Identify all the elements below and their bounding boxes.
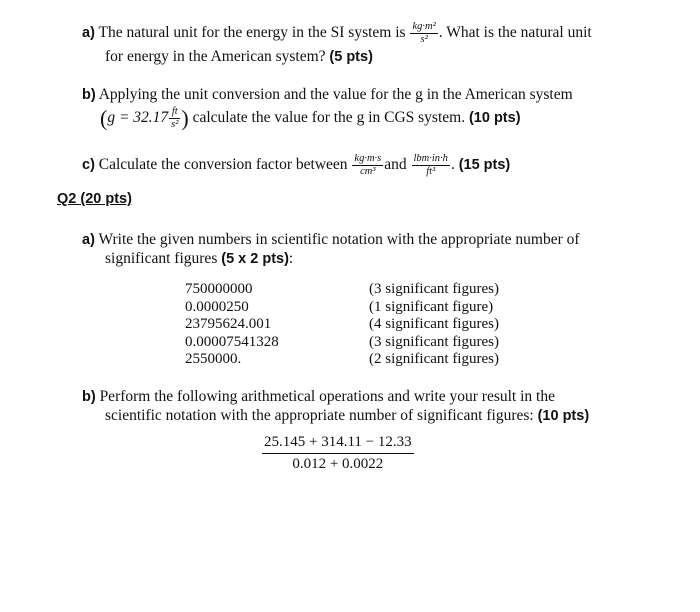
q1c-label: c)	[82, 157, 95, 174]
g-unit-fraction: $\frac{ft}{\text{s²}}$	[171, 106, 179, 130]
list-item: (4 significant figures)	[369, 316, 499, 332]
number-list	[185, 281, 279, 369]
q2-heading: Q2 (20 pts)	[57, 191, 132, 207]
q1a-text: The natural unit for the energy in the SI system is	[98, 24, 406, 42]
sig-fig-list	[369, 281, 499, 369]
q1a-points: (5 pts)	[329, 49, 373, 65]
q2b-label: b)	[82, 389, 96, 405]
question-1b	[82, 84, 573, 106]
american-unit-fraction: $\frac{\text{lbm·in·h}}{\text{ft³}}$	[413, 153, 448, 177]
list-item: 23795624.001	[185, 316, 272, 332]
si-energy-unit-fraction: $\frac{\text{kg·m²}}{\text{s²}}$	[412, 21, 436, 45]
list-item: (1 significant figure)	[369, 298, 494, 315]
q1b-points: (10 pts)	[468, 110, 521, 127]
question-1a-line2: for energy in the American system? (5 pts)	[105, 48, 373, 65]
q2a-label: a)	[82, 232, 95, 248]
q1c-points: (15 pts)	[458, 157, 511, 174]
question-2b: b) Perform the following arithmetical operations and write your result in the	[82, 388, 555, 405]
list-item: 0.00007541328	[185, 333, 279, 350]
q2b-points: (10 pts)	[537, 408, 590, 424]
question-1a: a) The natural unit for the energy in the SI system is $\frac{\text{kg·m²}}{\text{s²}}$ . What is the natural unit	[82, 21, 592, 45]
list-item: 0.0000250	[185, 298, 249, 315]
g-value: g = 32.17	[107, 109, 169, 127]
q2a-points: (5 x 2 pts)	[221, 251, 289, 267]
q1a-label: a)	[82, 25, 95, 42]
q1b-text: Applying the unit conversion and the value for the g in the American system	[98, 86, 573, 103]
fraction-denominator: 0.012 + 0.0022	[292, 456, 384, 472]
question-1b-line2: (g = 32.17 $\frac{ft}{\text{s²}}$ ) calculate the value for the g in CGS system. (10 pts)	[100, 105, 521, 131]
list-item: 750000000	[185, 281, 253, 297]
question-2b-line2: scientific notation with the appropriate number of significant figures: (10 pts)	[105, 407, 590, 424]
question-2a-line2: significant figures (5 x 2 pts):	[105, 250, 294, 267]
question-1c: c) Calculate the conversion factor between $\frac{kg\cdot m\cdot s}{\text{cm³}}$ and $\frac{\text{lbm·in·h}}{\text{ft³}}$ . (15 pts)	[82, 153, 511, 177]
list-item: (3 significant figures)	[369, 281, 499, 297]
q1b-label: b)	[82, 87, 96, 103]
question-2a: a) Write the given numbers in scientific notation with the appropriate number of	[82, 231, 580, 248]
fraction-numerator: 25.145 + 314.11 − 12.33	[262, 434, 414, 454]
arithmetic-fraction	[262, 434, 414, 473]
list-item: 2550000.	[185, 351, 242, 367]
list-item: (2 significant figures)	[369, 351, 499, 367]
cgs-unit-fraction: $\frac{kg\cdot m\cdot s}{\text{cm³}}$	[354, 153, 382, 177]
list-item: (3 significant figures)	[369, 333, 499, 350]
